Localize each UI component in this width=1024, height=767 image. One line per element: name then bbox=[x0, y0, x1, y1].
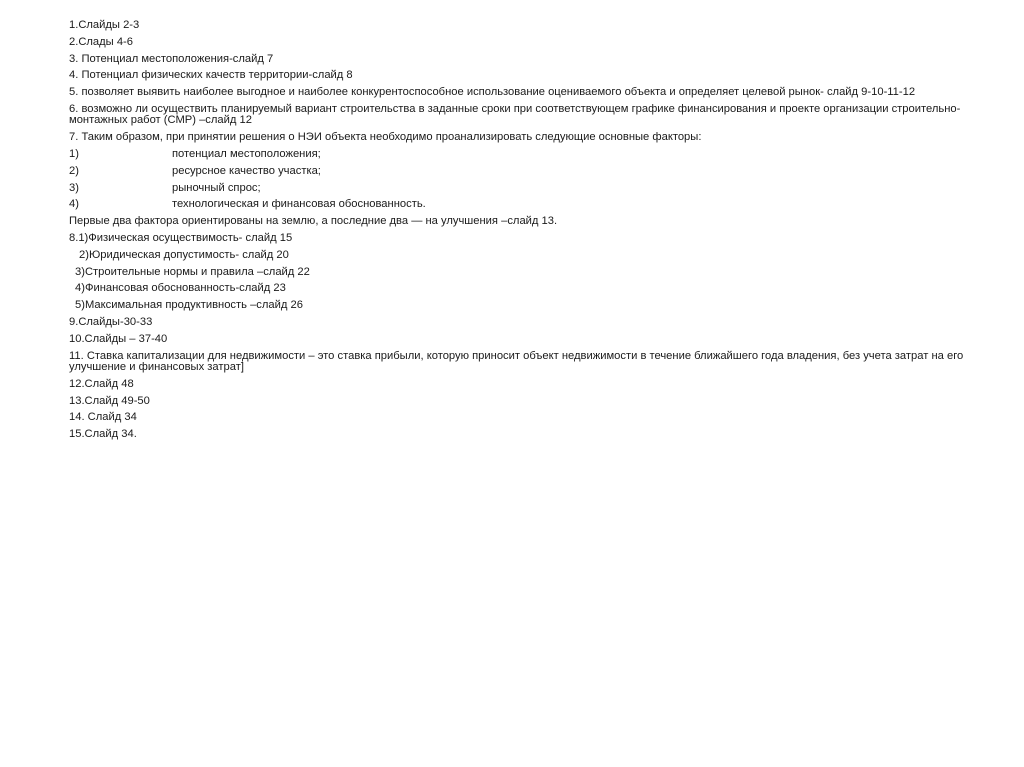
factor-number: 2) bbox=[69, 164, 79, 177]
list-item: 12.Слайд 48 bbox=[69, 377, 134, 390]
factor-item bbox=[69, 166, 974, 177]
list-item: 2)Юридическая допустимость- слайд 20 bbox=[79, 248, 289, 261]
list-item: 8.1)Физическая осуществимость- слайд 15 bbox=[69, 231, 293, 244]
list-item: 4. Потенциал физических качеств территории-слайд 8 bbox=[69, 69, 353, 82]
list-item: 3)Строительные нормы и правила –слайд 22 bbox=[75, 265, 310, 278]
list-item: 10.Слайды – 37-40 bbox=[69, 332, 168, 345]
list-item: 13.Слайд 49-50 bbox=[69, 394, 150, 407]
factor-text: потенциал местоположения; bbox=[172, 147, 321, 160]
list-item: 5)Максимальная продуктивность –слайд 26 bbox=[75, 299, 303, 312]
document-body bbox=[69, 20, 974, 446]
factor-item bbox=[69, 149, 974, 160]
list-item: 5. позволяет выявить наиболее выгодное и наиболее конкурентоспособное использование оцениваемого объекта и определяет целевой рынок- слайд 9-10-11-12 bbox=[69, 86, 916, 99]
list-item: 15.Слайд 34. bbox=[69, 428, 137, 441]
list-item: 4)Финансовая обоснованность-слайд 23 bbox=[75, 282, 286, 295]
factor-number: 3) bbox=[69, 181, 79, 194]
list-item: 14. Слайд 34 bbox=[69, 411, 137, 424]
factor-text: ресурсное качество участка; bbox=[172, 164, 321, 177]
factor-number: 4) bbox=[69, 198, 79, 211]
factors-note: Первые два фактора ориентированы на землю, а последние два — на улучшения –слайд 13. bbox=[69, 215, 558, 228]
list-item: 3. Потенциал местоположения-слайд 7 bbox=[69, 52, 274, 65]
list-item: 1.Слайды 2-3 bbox=[69, 19, 140, 31]
factor-text: рыночный спрос; bbox=[172, 181, 261, 194]
list-item: 6. возможно ли осуществить планируемый вариант строительства в заданные сроки при соответствующем графике финансирования и проекте организации строительно-монтажных работ (СМР) –слайд 12 bbox=[69, 102, 961, 127]
list-item: 11. Ставка капитализации для недвижимости – это ставка прибыли, которую приносит объект недвижимости в течение ближайшего года владения, без учета затрат на его улучшение и финансовых затрат] bbox=[69, 349, 964, 373]
factor-number: 1) bbox=[69, 147, 79, 160]
factor-text: технологическая и финансовая обоснованность. bbox=[172, 198, 426, 211]
list-item: 9.Слайды-30-33 bbox=[69, 315, 153, 328]
factor-item bbox=[69, 199, 974, 210]
list-item: 7. Таким образом, при принятии решения о НЭИ объекта необходимо проанализировать следующие основные факторы: bbox=[69, 131, 702, 144]
factor-item bbox=[69, 183, 974, 194]
list-item: 2.Слады 4-6 bbox=[69, 35, 134, 48]
